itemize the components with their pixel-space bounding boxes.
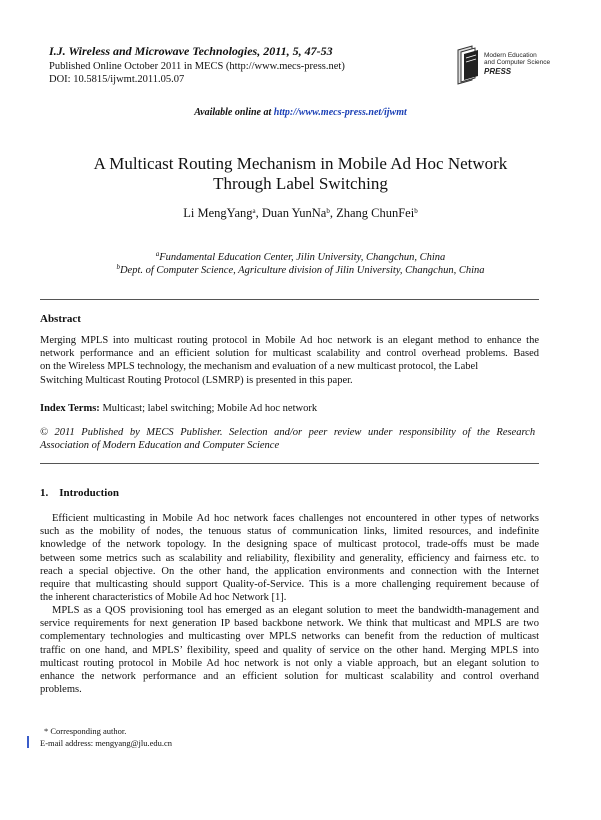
author-mark: b [326, 207, 330, 215]
divider [40, 463, 539, 464]
index-terms-label: Index Terms: [40, 403, 100, 414]
availability-prefix: Available online at [194, 107, 274, 118]
index-terms [40, 402, 539, 415]
logo-press: PRESS [484, 67, 512, 76]
published-line: Published Online October 2011 in MECS (http://www.mecs-press.net) [49, 61, 345, 72]
affiliation-a: $^a$Fundamental Education Center, Jilin University, Changchun, China [155, 250, 446, 263]
author-mark: b [414, 207, 418, 215]
abstract-line: Switching Multicast Routing Protocol (LSMRP) is presented in this paper. [40, 374, 353, 386]
affiliation-b: $^b$Dept. of Computer Science, Agriculture division of Jilin University, Changchun, China [116, 263, 485, 276]
author-list: Li MengYang$^a$, Duan YunNa$^b$, Zhang ChunFei$^b$ [183, 206, 418, 220]
journal-url-link[interactable]: http://www.mecs-press.net/ijwmt [273, 107, 407, 118]
section-heading-introduction: 1. Introduction [40, 487, 119, 499]
abstract-line: Merging MPLS into multicast routing protocol in Mobile Ad hoc network is an elegant method to enhance the [40, 335, 539, 346]
title-line-1: A Multicast Routing Mechanism in Mobile Ad Hoc Network [93, 154, 508, 173]
paper-title [40, 154, 561, 194]
author-name: Duan YunNa [261, 206, 327, 220]
abstract-line: on the Wireless MPLS technology, the mechanism and evaluation of a new multicast protocol, the Label [40, 361, 479, 373]
logo-text-2: and Computer Science [484, 59, 551, 66]
divider [40, 299, 539, 300]
abstract-heading: Abstract [40, 313, 81, 325]
abstract-line: network performance and an efficient solution for multicast scalability and control overhead problems. Based [40, 348, 539, 360]
intro-paragraph-1: Efficient multicasting in Mobile Ad hoc network faces challenges not encountered in other types of networks such as the mobility of nodes, the tenuous status of communication links, limited resources, and indefinite knowledge of the network topology. In the designing space of multicast protocol, trade-offs must be made between some metrics such as scalability and reliability, flexibility and generality, efficiency and fairness etc. to reach a special objective. On the other hand, the application environments and connection with the Internet require that multicasting should support Quality-of-Service. This is a more challenging requirement because of the inherent characteristics of Mobile Ad hoc Network [1]. [40, 513, 539, 604]
doi-line: DOI: 10.5815/ijwmt.2011.05.07 [49, 74, 185, 85]
author-name: Li MengYang [183, 206, 253, 220]
title-line-2: Through Label Switching [213, 174, 388, 193]
logo-text-1: Modern Education [484, 52, 537, 59]
abstract-text [40, 334, 539, 387]
availability-line [0, 107, 601, 118]
journal-line: I.J. Wireless and Microwave Technologies, 2011, 5, 47-53 [49, 44, 333, 58]
footnote-marker-bar [27, 736, 29, 748]
footnote-email: E-mail address: mengyang@jlu.edu.cn [40, 738, 172, 748]
index-terms-text: Multicast; label switching; Mobile Ad hoc network [99, 403, 318, 414]
footnote-corresponding: * Corresponding author. [44, 726, 127, 736]
copyright-notice: © 2011 Published by MECS Publisher. Selection and/or peer review under responsibility of the Research Association of Modern Education and Computer Science [40, 427, 536, 452]
author-name: Zhang ChunFei [336, 206, 415, 220]
author-mark: a [252, 207, 256, 215]
publisher-logo [452, 40, 562, 90]
intro-paragraph-2: MPLS as a QOS provisioning tool has emerged as an elegant solution to meet the bandwidth-management and service requirements for next generation IP based backbone network. We think that multicast and MPLS are two complementary technologies and multicasting over MPLS networks can benefit from the reduction of multicast traffic on one hand, and MPLS’ flexibility, speed and quality of service on the other hand. Merging MPLS into multicast routing protocol in Mobile Ad hoc network is not only a viable approach, but an elegant solution to enhance the network performance and an efficient solution for multicast scalability and control overhand problems. [40, 605, 539, 696]
